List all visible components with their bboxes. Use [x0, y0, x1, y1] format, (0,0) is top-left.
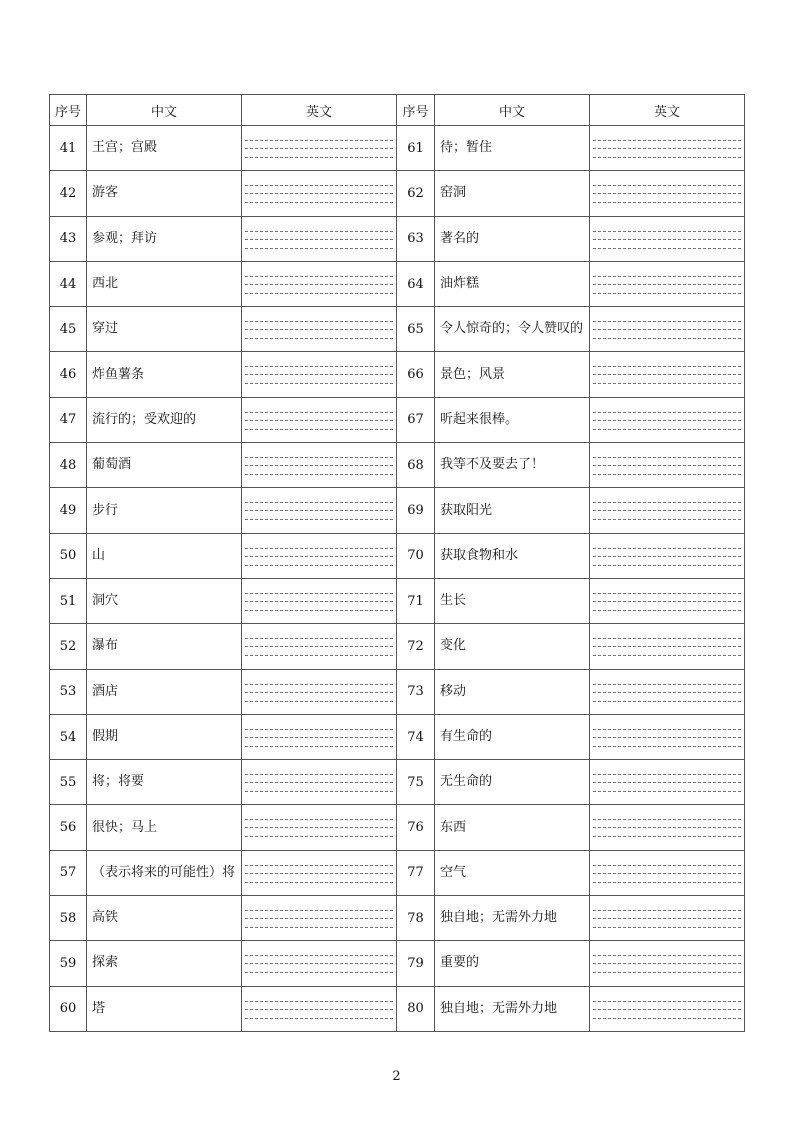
english-answer-blank[interactable]	[242, 216, 397, 261]
dashed-writing-line	[245, 737, 393, 738]
chinese-term: 令人惊奇的；令人赞叹的	[435, 307, 590, 352]
chinese-term: 流行的；受欢迎的	[87, 397, 242, 442]
english-answer-blank[interactable]	[242, 850, 397, 895]
item-number: 56	[50, 805, 87, 850]
dashed-writing-line	[245, 882, 393, 883]
chinese-term: 待；暂住	[435, 126, 590, 171]
chinese-term: 独自地；无需外力地	[435, 986, 590, 1031]
item-number: 65	[397, 307, 435, 352]
chinese-term: 获取阳光	[435, 488, 590, 533]
dashed-writing-line	[593, 638, 741, 639]
dashed-writing-line	[245, 293, 393, 294]
dashed-writing-line	[593, 338, 741, 339]
dashed-writing-line	[593, 383, 741, 384]
dashed-writing-line	[593, 321, 741, 322]
item-number: 64	[397, 261, 435, 306]
dashed-writing-line	[245, 836, 393, 837]
dashed-writing-line	[593, 185, 741, 186]
chinese-term: 生长	[435, 578, 590, 623]
item-number: 58	[50, 896, 87, 941]
dashed-writing-line	[245, 239, 393, 240]
dashed-writing-line	[593, 918, 741, 919]
item-number: 55	[50, 760, 87, 805]
dashed-writing-line	[245, 565, 393, 566]
english-answer-blank[interactable]	[590, 941, 745, 986]
dashed-writing-line	[245, 202, 393, 203]
item-number: 59	[50, 941, 87, 986]
dashed-writing-line	[245, 955, 393, 956]
dashed-writing-line	[593, 774, 741, 775]
chinese-term: 获取食物和水	[435, 533, 590, 578]
table-row	[50, 714, 745, 759]
item-number: 69	[397, 488, 435, 533]
chinese-term: 参观；拜访	[87, 216, 242, 261]
table-row	[50, 805, 745, 850]
page-number: 2	[392, 1069, 401, 1084]
table-row	[50, 397, 745, 442]
dashed-writing-line	[245, 193, 393, 194]
item-number: 61	[397, 126, 435, 171]
table-row	[50, 624, 745, 669]
dashed-writing-line	[593, 457, 741, 458]
english-answer-blank[interactable]	[590, 714, 745, 759]
dashed-writing-line	[245, 910, 393, 911]
dashed-writing-line	[245, 701, 393, 702]
dashed-writing-line	[593, 202, 741, 203]
chinese-term: 移动	[435, 669, 590, 714]
dashed-writing-line	[245, 429, 393, 430]
chinese-term: （表示将来的可能性）将	[87, 850, 242, 895]
chinese-term: 穿过	[87, 307, 242, 352]
english-answer-blank[interactable]	[590, 896, 745, 941]
english-answer-blank[interactable]	[590, 126, 745, 171]
chinese-term: 我等不及要去了！	[435, 443, 590, 488]
dashed-writing-line	[245, 465, 393, 466]
vocab-table	[49, 94, 745, 1032]
dashed-writing-line	[593, 231, 741, 232]
chinese-term: 著名的	[435, 216, 590, 261]
dashed-writing-line	[593, 140, 741, 141]
dashed-writing-line	[593, 746, 741, 747]
chinese-term: 有生命的	[435, 714, 590, 759]
english-answer-blank[interactable]	[242, 533, 397, 578]
dashed-writing-line	[593, 510, 741, 511]
item-number: 68	[397, 443, 435, 488]
item-number: 53	[50, 669, 87, 714]
chinese-term: 洞穴	[87, 578, 242, 623]
dashed-writing-line	[245, 746, 393, 747]
item-number: 75	[397, 760, 435, 805]
table-row	[50, 443, 745, 488]
table-row	[50, 578, 745, 623]
item-number: 57	[50, 850, 87, 895]
dashed-writing-line	[593, 1018, 741, 1019]
table-row	[50, 850, 745, 895]
dashed-writing-line	[593, 827, 741, 828]
english-answer-blank[interactable]	[242, 171, 397, 216]
dashed-writing-line	[593, 791, 741, 792]
english-answer-blank[interactable]	[242, 352, 397, 397]
item-number: 72	[397, 624, 435, 669]
english-answer-blank[interactable]	[242, 126, 397, 171]
table-row	[50, 126, 745, 171]
dashed-writing-line	[593, 873, 741, 874]
english-answer-blank[interactable]	[590, 443, 745, 488]
english-answer-blank[interactable]	[590, 578, 745, 623]
item-number: 44	[50, 261, 87, 306]
chinese-term: 山	[87, 533, 242, 578]
dashed-writing-line	[593, 248, 741, 249]
dashed-writing-line	[593, 420, 741, 421]
dashed-writing-line	[245, 231, 393, 232]
english-answer-blank[interactable]	[590, 669, 745, 714]
item-number: 77	[397, 850, 435, 895]
header-chinese: 中文	[87, 95, 242, 126]
dashed-writing-line	[245, 185, 393, 186]
dashed-writing-line	[593, 927, 741, 928]
table-header-row	[50, 95, 745, 126]
dashed-writing-line	[593, 374, 741, 375]
english-answer-blank[interactable]	[242, 307, 397, 352]
english-answer-blank[interactable]	[590, 488, 745, 533]
item-number: 78	[397, 896, 435, 941]
dashed-writing-line	[593, 157, 741, 158]
chinese-term: 将；将要	[87, 760, 242, 805]
table-row	[50, 896, 745, 941]
header-chinese: 中文	[435, 95, 590, 126]
chinese-term: 重要的	[435, 941, 590, 986]
chinese-term: 假期	[87, 714, 242, 759]
table-row	[50, 307, 745, 352]
dashed-writing-line	[593, 963, 741, 964]
dashed-writing-line	[593, 465, 741, 466]
chinese-term: 步行	[87, 488, 242, 533]
dashed-writing-line	[593, 782, 741, 783]
dashed-writing-line	[245, 819, 393, 820]
dashed-writing-line	[593, 955, 741, 956]
dashed-writing-line	[593, 1001, 741, 1002]
dashed-writing-line	[593, 276, 741, 277]
dashed-writing-line	[593, 865, 741, 866]
table-row	[50, 941, 745, 986]
english-answer-blank[interactable]	[590, 352, 745, 397]
english-answer-blank[interactable]	[590, 760, 745, 805]
english-answer-blank[interactable]	[242, 261, 397, 306]
dashed-writing-line	[245, 774, 393, 775]
dashed-writing-line	[245, 593, 393, 594]
dashed-writing-line	[593, 910, 741, 911]
dashed-writing-line	[245, 692, 393, 693]
dashed-writing-line	[593, 701, 741, 702]
dashed-writing-line	[245, 646, 393, 647]
dashed-writing-line	[593, 655, 741, 656]
dashed-writing-line	[593, 610, 741, 611]
dashed-writing-line	[245, 502, 393, 503]
english-answer-blank[interactable]	[242, 578, 397, 623]
english-answer-blank[interactable]	[242, 714, 397, 759]
chinese-term: 王宫；宫殿	[87, 126, 242, 171]
dashed-writing-line	[245, 729, 393, 730]
dashed-writing-line	[593, 684, 741, 685]
dashed-writing-line	[245, 873, 393, 874]
chinese-term: 很快；马上	[87, 805, 242, 850]
table-row	[50, 216, 745, 261]
dashed-writing-line	[593, 284, 741, 285]
dashed-writing-line	[245, 140, 393, 141]
dashed-writing-line	[245, 610, 393, 611]
item-number: 62	[397, 171, 435, 216]
dashed-writing-line	[245, 1018, 393, 1019]
dashed-writing-line	[245, 510, 393, 511]
table-row	[50, 669, 745, 714]
dashed-writing-line	[245, 374, 393, 375]
dashed-writing-line	[593, 737, 741, 738]
dashed-writing-line	[245, 972, 393, 973]
dashed-writing-line	[245, 412, 393, 413]
dashed-writing-line	[245, 338, 393, 339]
dashed-writing-line	[593, 148, 741, 149]
item-number: 42	[50, 171, 87, 216]
chinese-term: 塔	[87, 986, 242, 1031]
english-answer-blank[interactable]	[590, 624, 745, 669]
dashed-writing-line	[245, 655, 393, 656]
dashed-writing-line	[245, 321, 393, 322]
english-answer-blank[interactable]	[242, 760, 397, 805]
english-answer-blank[interactable]	[590, 805, 745, 850]
dashed-writing-line	[245, 1009, 393, 1010]
dashed-writing-line	[245, 963, 393, 964]
english-answer-blank[interactable]	[590, 986, 745, 1031]
english-answer-blank[interactable]	[590, 171, 745, 216]
dashed-writing-line	[593, 882, 741, 883]
item-number: 71	[397, 578, 435, 623]
english-answer-blank[interactable]	[590, 307, 745, 352]
item-number: 50	[50, 533, 87, 578]
chinese-term: 东西	[435, 805, 590, 850]
english-answer-blank[interactable]	[242, 896, 397, 941]
chinese-term: 景色；风景	[435, 352, 590, 397]
item-number: 46	[50, 352, 87, 397]
dashed-writing-line	[593, 565, 741, 566]
dashed-writing-line	[593, 556, 741, 557]
header-english: 英文	[590, 95, 745, 126]
dashed-writing-line	[245, 457, 393, 458]
english-answer-blank[interactable]	[242, 669, 397, 714]
dashed-writing-line	[245, 865, 393, 866]
dashed-writing-line	[593, 819, 741, 820]
english-answer-blank[interactable]	[242, 941, 397, 986]
english-answer-blank[interactable]	[242, 986, 397, 1031]
dashed-writing-line	[593, 502, 741, 503]
chinese-term: 探索	[87, 941, 242, 986]
chinese-term: 葡萄酒	[87, 443, 242, 488]
english-answer-blank[interactable]	[590, 216, 745, 261]
dashed-writing-line	[245, 556, 393, 557]
item-number: 43	[50, 216, 87, 261]
chinese-term: 变化	[435, 624, 590, 669]
table-row	[50, 760, 745, 805]
chinese-term: 油炸糕	[435, 261, 590, 306]
item-number: 74	[397, 714, 435, 759]
chinese-term: 西北	[87, 261, 242, 306]
chinese-term: 高铁	[87, 896, 242, 941]
table-row	[50, 171, 745, 216]
dashed-writing-line	[245, 601, 393, 602]
dashed-writing-line	[245, 548, 393, 549]
table-row	[50, 352, 745, 397]
item-number: 66	[397, 352, 435, 397]
dashed-writing-line	[593, 519, 741, 520]
dashed-writing-line	[593, 692, 741, 693]
chinese-term: 无生命的	[435, 760, 590, 805]
chinese-term: 窑洞	[435, 171, 590, 216]
dashed-writing-line	[593, 646, 741, 647]
chinese-term: 游客	[87, 171, 242, 216]
dashed-writing-line	[245, 420, 393, 421]
item-number: 47	[50, 397, 87, 442]
dashed-writing-line	[245, 276, 393, 277]
dashed-writing-line	[593, 972, 741, 973]
english-answer-blank[interactable]	[242, 805, 397, 850]
dashed-writing-line	[593, 729, 741, 730]
item-number: 48	[50, 443, 87, 488]
dashed-writing-line	[245, 329, 393, 330]
dashed-writing-line	[245, 927, 393, 928]
dashed-writing-line	[245, 827, 393, 828]
dashed-writing-line	[593, 548, 741, 549]
dashed-writing-line	[593, 366, 741, 367]
dashed-writing-line	[245, 638, 393, 639]
dashed-writing-line	[593, 293, 741, 294]
dashed-writing-line	[245, 791, 393, 792]
dashed-writing-line	[245, 1001, 393, 1002]
table-row	[50, 533, 745, 578]
dashed-writing-line	[593, 593, 741, 594]
item-number: 79	[397, 941, 435, 986]
dashed-writing-line	[593, 239, 741, 240]
dashed-writing-line	[245, 782, 393, 783]
item-number: 80	[397, 986, 435, 1031]
dashed-writing-line	[245, 383, 393, 384]
english-answer-blank[interactable]	[590, 397, 745, 442]
dashed-writing-line	[593, 474, 741, 475]
english-answer-blank[interactable]	[590, 850, 745, 895]
header-english: 英文	[242, 95, 397, 126]
table-row	[50, 986, 745, 1031]
header-number: 序号	[50, 95, 87, 126]
dashed-writing-line	[593, 429, 741, 430]
english-answer-blank[interactable]	[242, 397, 397, 442]
chinese-term: 瀑布	[87, 624, 242, 669]
dashed-writing-line	[245, 684, 393, 685]
chinese-term: 炸鱼薯条	[87, 352, 242, 397]
english-answer-blank[interactable]	[242, 488, 397, 533]
item-number: 45	[50, 307, 87, 352]
item-number: 51	[50, 578, 87, 623]
header-number: 序号	[397, 95, 435, 126]
dashed-writing-line	[593, 193, 741, 194]
table-row	[50, 488, 745, 533]
table-body	[50, 126, 745, 1032]
item-number: 60	[50, 986, 87, 1031]
english-answer-blank[interactable]	[242, 624, 397, 669]
item-number: 73	[397, 669, 435, 714]
dashed-writing-line	[593, 601, 741, 602]
chinese-term: 独自地；无需外力地	[435, 896, 590, 941]
item-number: 67	[397, 397, 435, 442]
item-number: 49	[50, 488, 87, 533]
item-number: 76	[397, 805, 435, 850]
item-number: 54	[50, 714, 87, 759]
dashed-writing-line	[593, 329, 741, 330]
dashed-writing-line	[245, 284, 393, 285]
dashed-writing-line	[245, 157, 393, 158]
item-number: 63	[397, 216, 435, 261]
chinese-term: 听起来很棒。	[435, 397, 590, 442]
dashed-writing-line	[245, 248, 393, 249]
item-number: 70	[397, 533, 435, 578]
item-number: 41	[50, 126, 87, 171]
table-row	[50, 261, 745, 306]
dashed-writing-line	[593, 1009, 741, 1010]
dashed-writing-line	[245, 148, 393, 149]
chinese-term: 空气	[435, 850, 590, 895]
dashed-writing-line	[593, 836, 741, 837]
english-answer-blank[interactable]	[242, 443, 397, 488]
chinese-term: 酒店	[87, 669, 242, 714]
english-answer-blank[interactable]	[590, 261, 745, 306]
english-answer-blank[interactable]	[590, 533, 745, 578]
dashed-writing-line	[245, 519, 393, 520]
dashed-writing-line	[245, 474, 393, 475]
dashed-writing-line	[245, 366, 393, 367]
item-number: 52	[50, 624, 87, 669]
dashed-writing-line	[593, 412, 741, 413]
dashed-writing-line	[245, 918, 393, 919]
